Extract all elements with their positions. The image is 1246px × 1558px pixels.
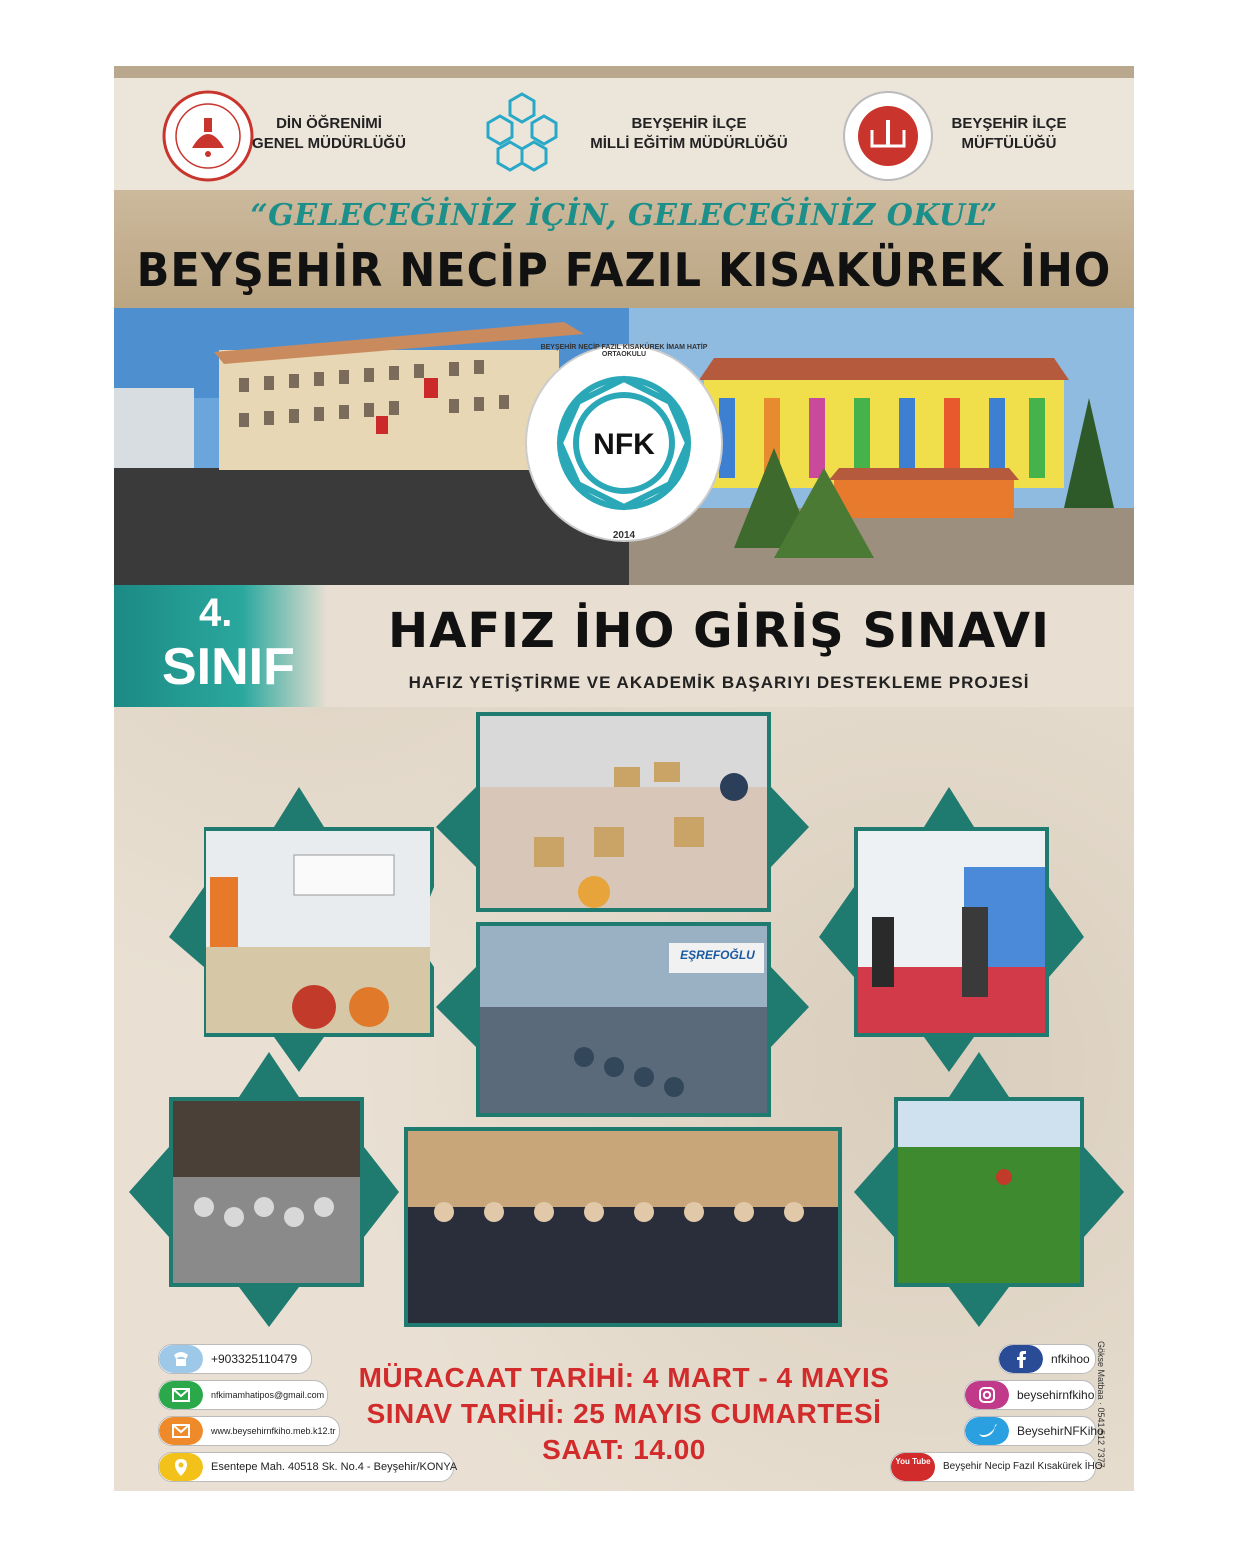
school-photos: [114, 308, 1134, 585]
org-center-line-1: BEYŞEHİR İLÇE: [631, 115, 747, 132]
email-address: nfkimamhatipos@gmail.com: [211, 1390, 325, 1400]
org-left-line-1: DİN ÖĞRENİMİ: [276, 115, 382, 132]
website-url: www.beysehirnfkiho.meb.k12.tr: [211, 1426, 336, 1436]
facebook-handle: nfkihoo: [1051, 1352, 1090, 1366]
phone-pill: [158, 1344, 312, 1374]
boat-sign: EŞREFOĞLU: [680, 948, 755, 962]
exam-date: SINAV TARİHİ: 25 MAYIS CUMARTESİ: [366, 1398, 882, 1429]
top-strip: [114, 66, 1134, 78]
poster: [114, 66, 1134, 1491]
location-pin-icon: [159, 1453, 203, 1481]
mem-logo-icon: [472, 86, 572, 186]
org-mem: [569, 114, 809, 154]
mosque-visit-photo: [404, 1127, 842, 1327]
info-area: [114, 1328, 1134, 1491]
facebook-pill: [998, 1344, 1096, 1374]
classroom-photo: [169, 787, 434, 1072]
instagram-handle: beysehirnfkiho: [1017, 1388, 1095, 1402]
twitter-icon: [965, 1417, 1009, 1445]
phone-icon: [159, 1345, 203, 1373]
org-center-line-2: MİLLİ EĞİTİM MÜDÜRLÜĞÜ: [590, 135, 788, 152]
badge-year: 2014: [612, 530, 636, 541]
badge-initials: NFK: [593, 428, 655, 461]
slogan: “GELECEĞİNİZ İÇİN, GELECEĞİNİZ OKUL”: [250, 198, 998, 233]
org-left-line-2: GENEL MÜDÜRLÜĞÜ: [252, 135, 406, 152]
website-pill: [158, 1416, 340, 1446]
exam-time: SAAT: 14.00: [542, 1434, 706, 1465]
email-icon: [159, 1381, 203, 1409]
youtube-icon: You Tube: [891, 1453, 935, 1481]
address-text: Esentepe Mah. 40518 Sk. No.4 - Beyşehir/KONYA: [211, 1461, 458, 1473]
twitter-pill: [964, 1416, 1104, 1446]
org-muftuluk: [914, 114, 1104, 154]
sport-hall-photo: [819, 787, 1084, 1072]
org-right-line-1: BEYŞEHİR İLÇE: [951, 115, 1067, 132]
print-credit: Gökse Matbaa · 0541 512 7377: [1096, 1341, 1106, 1468]
phone-number: +903325110479: [211, 1352, 298, 1366]
photo-collage: [114, 707, 1134, 1327]
instagram-pill: [964, 1380, 1096, 1410]
facebook-icon: [999, 1345, 1043, 1373]
web-mail-icon: [159, 1417, 203, 1445]
grade-tab: [114, 585, 328, 707]
exam-title: HAFIZ İHO GİRİŞ SINAVI: [388, 603, 1050, 659]
org-right-line-2: MÜFTÜLÜĞÜ: [961, 135, 1057, 152]
email-pill: [158, 1380, 328, 1410]
youtube-channel: Beyşehir Necip Fazıl Kısakürek İHO: [943, 1461, 1103, 1472]
twitter-handle: BeysehirNFKiho: [1017, 1424, 1104, 1438]
youtube-pill: [890, 1452, 1103, 1482]
exam-subtitle: HAFIZ YETİŞTİRME VE AKADEMİK BAŞARIYI DESTEKLEME PROJESİ: [408, 673, 1030, 692]
header: [114, 78, 1134, 190]
title-band: [114, 190, 1134, 308]
application-dates: MÜRACAAT TARİHİ: 4 MART - 4 MAYIS: [358, 1362, 890, 1393]
cave-trip-photo: [129, 1052, 399, 1327]
badge-ring-text: BEYŞEHİR NECİP FAZIL KISAKÜREK İMAM HATİP ORTAOKULU: [540, 344, 708, 358]
quran-class-photo: [436, 712, 809, 912]
grade-number: 4.: [199, 591, 233, 635]
grade-word: SINIF: [162, 638, 295, 696]
instagram-icon: [965, 1381, 1009, 1409]
school-name: BEYŞEHİR NECİP FAZIL KISAKÜREK İHO: [136, 244, 1112, 298]
exam-band: [114, 585, 1134, 707]
activity-photos: [114, 707, 1134, 1327]
football-photo: [854, 1052, 1124, 1327]
org-din-ogrenimi: [234, 114, 424, 154]
